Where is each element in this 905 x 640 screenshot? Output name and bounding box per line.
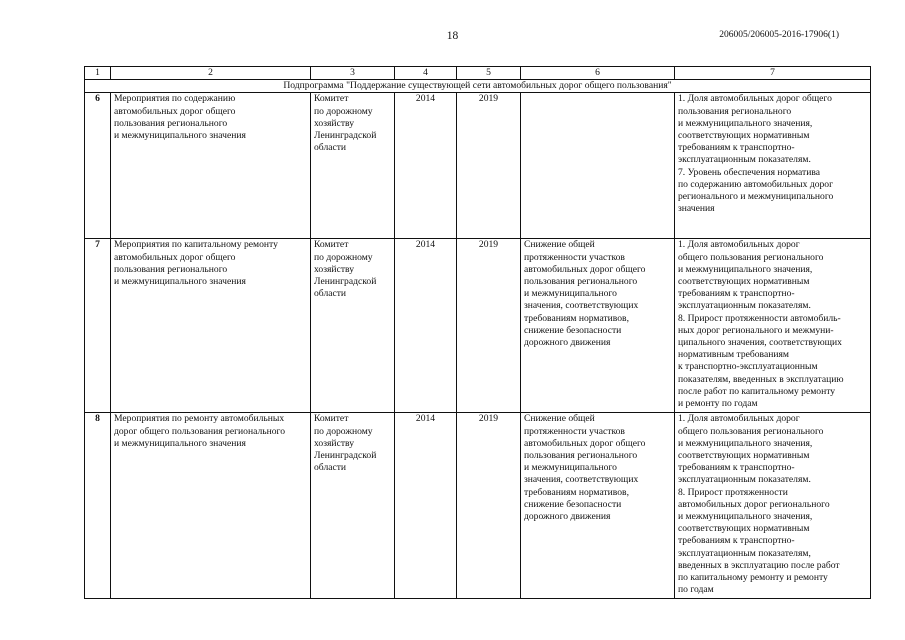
column-number-cell: 6 xyxy=(521,67,675,80)
indicators-cell-line: и межмуниципального значения, xyxy=(678,511,813,523)
table-body xyxy=(85,93,871,599)
page-number: 18 xyxy=(446,30,459,42)
result-cell-line: автомобильных дорог общего xyxy=(524,437,646,449)
table-row xyxy=(85,93,871,239)
indicators-cell-line: и межмуниципального значения, xyxy=(678,263,813,275)
activity-cell-line: и межмуниципального значения xyxy=(114,437,246,449)
start-year-cell: 2014 xyxy=(395,93,457,239)
indicators-cell-line: 7. Уровень обеспечения норматива xyxy=(678,166,820,178)
indicators-cell-line: после работ по капитальному ремонту xyxy=(678,385,836,397)
activity-cell xyxy=(111,239,311,413)
executor-cell-line: хозяйству xyxy=(314,117,355,129)
executor-cell xyxy=(311,93,395,239)
indicators-cell-line: автомобильных дорог регионального xyxy=(678,498,830,510)
indicators-cell-line: требованиям к транспортно- xyxy=(678,142,795,154)
activity-cell xyxy=(111,413,311,599)
indicators-cell-line: и межмуниципального значения, xyxy=(678,437,813,449)
activities-table xyxy=(84,66,871,599)
indicators-cell-line: по содержанию автомобильных дорог xyxy=(678,178,834,190)
executor-cell-line: Комитет xyxy=(314,239,349,251)
table-row xyxy=(85,239,871,413)
indicators-cell-line: эксплуатационным показателям. xyxy=(678,300,811,312)
result-cell-line: требованиям нормативов, xyxy=(524,486,629,498)
column-number-cell: 4 xyxy=(395,67,457,80)
column-number-cell: 5 xyxy=(457,67,521,80)
table-row xyxy=(85,413,871,599)
executor-cell-line: хозяйству xyxy=(314,263,355,275)
activity-cell-line: пользования регионального xyxy=(114,117,228,129)
result-cell-line: и межмуниципального xyxy=(524,288,617,300)
result-cell xyxy=(521,413,675,599)
indicators-cell-line: показателям, введенных в эксплуатацию xyxy=(678,373,844,385)
indicators-cell-line: регионального и межмуниципального xyxy=(678,191,834,203)
executor-cell-line: области xyxy=(314,462,347,474)
result-cell-line: пользования регионального xyxy=(524,276,638,288)
result-cell-line: значения, соответствующих xyxy=(524,474,639,486)
indicators-cell-line: 8. Прирост протяженности xyxy=(678,486,788,498)
indicators-cell-line: эксплуатационным показателям. xyxy=(678,474,811,486)
indicators-cell-line: требованиям к транспортно- xyxy=(678,288,795,300)
indicators-cell-line: значения xyxy=(678,203,715,215)
result-cell-line: автомобильных дорог общего xyxy=(524,263,646,275)
activity-cell xyxy=(111,93,311,239)
result-cell-line: снижение безопасности xyxy=(524,498,622,510)
indicators-cell-line: соответствующих нормативным xyxy=(678,450,810,462)
indicators-cell-line: 1. Доля автомобильных дорог xyxy=(678,413,800,425)
executor-cell-line: Ленинградской xyxy=(314,130,377,142)
column-number-cell: 1 xyxy=(85,67,111,80)
executor-cell-line: Комитет xyxy=(314,413,349,425)
result-cell-line: пользования регионального xyxy=(524,450,638,462)
activity-cell-line: Мероприятия по содержанию xyxy=(114,93,236,105)
row-number-cell: 6 xyxy=(85,93,111,239)
indicators-cell-line: пользования регионального xyxy=(678,105,792,117)
result-cell-line: и межмуниципального xyxy=(524,462,617,474)
activity-cell-line: и межмуниципального значения xyxy=(114,130,246,142)
document-id: 206005/206005-2016-17906(1) xyxy=(719,30,839,40)
indicators-cell-line: по годам xyxy=(678,584,714,596)
column-number-cell: 3 xyxy=(311,67,395,80)
indicators-cell-line: общего пользования регионального xyxy=(678,251,824,263)
row-number-cell: 7 xyxy=(85,239,111,413)
indicators-cell-line: 8. Прирост протяженности автомобиль- xyxy=(678,312,841,324)
indicators-cell-line: требованиям к транспортно- xyxy=(678,462,795,474)
indicators-cell-line: соответствующих нормативным xyxy=(678,276,810,288)
result-cell xyxy=(521,239,675,413)
end-year-cell: 2019 xyxy=(457,93,521,239)
executor-cell xyxy=(311,239,395,413)
indicators-cell-line: ных дорог регионального и межмуни- xyxy=(678,324,834,336)
executor-cell-line: по дорожному xyxy=(314,251,373,263)
activity-cell-line: Мероприятия по капитальному ремонту xyxy=(114,239,278,251)
activity-cell-line: пользования регионального xyxy=(114,263,228,275)
indicators-cell-line: и ремонту по годам xyxy=(678,398,758,410)
indicators-cell-line: по капитальному ремонту и ремонту xyxy=(678,572,828,584)
indicators-cell-line: ципального значения, соответствующих xyxy=(678,337,842,349)
indicators-cell-line: к транспортно-эксплуатационным xyxy=(678,361,818,373)
column-number-cell: 2 xyxy=(111,67,311,80)
indicators-cell-line: нормативным требованиям xyxy=(678,349,789,361)
result-cell-line: значения, соответствующих xyxy=(524,300,639,312)
indicators-cell-line: 1. Доля автомобильных дорог общего xyxy=(678,93,832,105)
indicators-cell-line: введенных в эксплуатацию после работ xyxy=(678,559,840,571)
result-cell-line: требованиям нормативов, xyxy=(524,312,629,324)
executor-cell xyxy=(311,413,395,599)
indicators-cell-line: эксплуатационным показателям. xyxy=(678,154,811,166)
subprogram-title: Подпрограмма "Поддержание существующей сети автомобильных дорог общего пользования" xyxy=(85,80,871,93)
result-cell xyxy=(521,93,675,239)
activity-cell-line: дорог общего пользования регионального xyxy=(114,425,286,437)
executor-cell-line: по дорожному xyxy=(314,425,373,437)
executor-cell-line: хозяйству xyxy=(314,437,355,449)
executor-cell-line: Ленинградской xyxy=(314,276,377,288)
result-cell-line: дорожного движения xyxy=(524,511,611,523)
executor-cell-line: области xyxy=(314,288,347,300)
indicators-cell-line: общего пользования регионального xyxy=(678,425,824,437)
activity-cell-line: автомобильных дорог общего xyxy=(114,251,236,263)
end-year-cell: 2019 xyxy=(457,239,521,413)
activity-cell-line: автомобильных дорог общего xyxy=(114,105,236,117)
result-cell-line: дорожного движения xyxy=(524,337,611,349)
executor-cell-line: Комитет xyxy=(314,93,349,105)
row-number-cell: 8 xyxy=(85,413,111,599)
column-number-row xyxy=(85,67,871,80)
indicators-cell-line: эксплуатационным показателям, xyxy=(678,547,811,559)
activity-cell-line: и межмуниципального значения xyxy=(114,276,246,288)
indicators-cell-line: и межмуниципального значения, xyxy=(678,117,813,129)
result-cell-line: Снижение общей xyxy=(524,413,595,425)
indicators-cell-line: соответствующих нормативным xyxy=(678,130,810,142)
subprogram-row xyxy=(85,80,871,93)
result-cell-line: Снижение общей xyxy=(524,239,595,251)
start-year-cell: 2014 xyxy=(395,239,457,413)
result-cell-line: снижение безопасности xyxy=(524,324,622,336)
executor-cell-line: по дорожному xyxy=(314,105,373,117)
activity-cell-line: Мероприятия по ремонту автомобильных xyxy=(114,413,285,425)
executor-cell-line: области xyxy=(314,142,347,154)
result-cell-line: протяженности участков xyxy=(524,425,625,437)
column-number-cell: 7 xyxy=(675,67,871,80)
end-year-cell: 2019 xyxy=(457,413,521,599)
indicators-cell-line: требованиям к транспортно- xyxy=(678,535,795,547)
indicators-cell xyxy=(675,413,871,599)
indicators-cell-line: соответствующих нормативным xyxy=(678,523,810,535)
start-year-cell: 2014 xyxy=(395,413,457,599)
result-cell-line: протяженности участков xyxy=(524,251,625,263)
executor-cell-line: Ленинградской xyxy=(314,450,377,462)
indicators-cell xyxy=(675,239,871,413)
indicators-cell-line: 1. Доля автомобильных дорог xyxy=(678,239,800,251)
indicators-cell xyxy=(675,93,871,239)
